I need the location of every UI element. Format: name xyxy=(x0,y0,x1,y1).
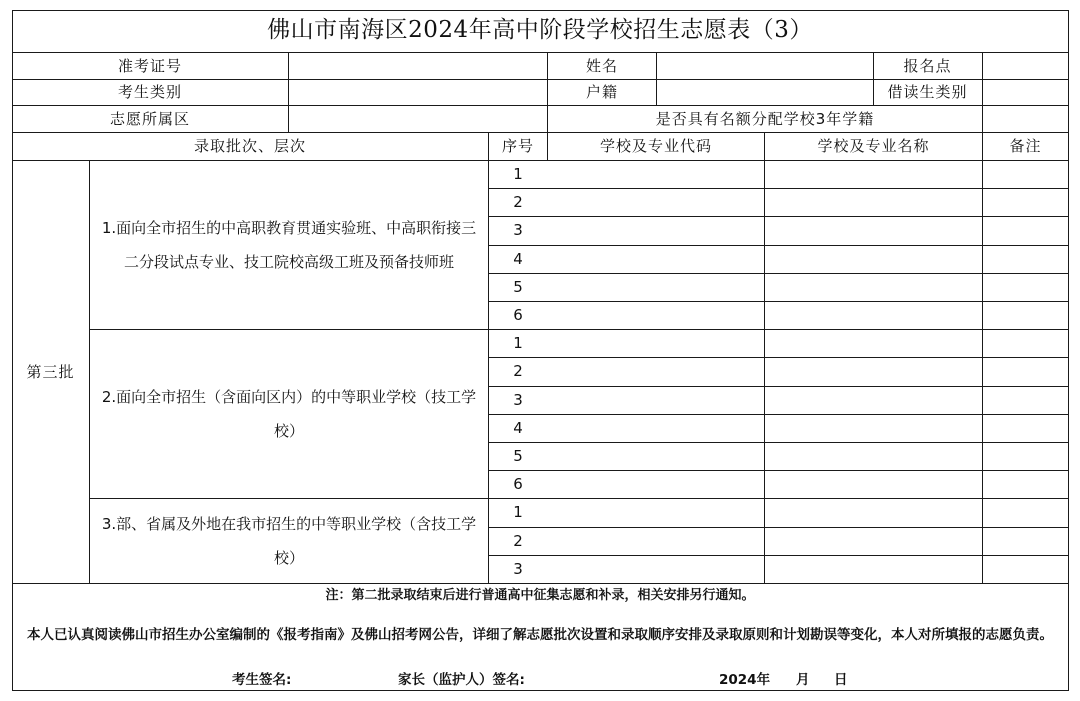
code-input[interactable] xyxy=(548,414,764,442)
name-input[interactable] xyxy=(765,414,982,442)
name-input[interactable] xyxy=(765,498,982,526)
name-input[interactable] xyxy=(765,329,982,357)
seq-number: 6 xyxy=(513,475,523,494)
remark-input[interactable] xyxy=(983,442,1068,470)
category-2-text: 2.面向全市招生（含面向区内）的中等职业学校（技工学校） xyxy=(101,388,477,440)
grid-line xyxy=(12,10,1069,11)
reg-point-field[interactable] xyxy=(983,52,1068,79)
footer-note: 注：第二批录取结束后进行普通高中征集志愿和补录，相关安排另行通知。 xyxy=(325,587,755,603)
grid-line xyxy=(764,132,765,583)
seq-number: 3 xyxy=(513,559,523,578)
header-batch-level: 录取批次、层次 xyxy=(193,137,306,155)
remark-input[interactable] xyxy=(983,555,1068,583)
code-input[interactable] xyxy=(548,160,764,188)
grid-line xyxy=(873,52,874,105)
header-seq: 序号 xyxy=(501,137,534,155)
remark-input[interactable] xyxy=(983,386,1068,414)
name-field[interactable] xyxy=(657,52,873,79)
code-input[interactable] xyxy=(548,555,764,583)
seq-number: 1 xyxy=(513,165,523,184)
grid-line xyxy=(12,160,1068,161)
quota-field[interactable] xyxy=(983,105,1068,132)
name-label: 姓名 xyxy=(585,56,618,75)
code-input[interactable] xyxy=(548,273,764,301)
exam-id-label: 准考证号 xyxy=(117,56,182,75)
remark-input[interactable] xyxy=(983,245,1068,273)
candidate-type-label: 考生类别 xyxy=(117,83,182,101)
remark-input[interactable] xyxy=(983,329,1068,357)
name-input[interactable] xyxy=(765,555,982,583)
grid-line xyxy=(12,690,1069,691)
household-label: 户籍 xyxy=(585,83,618,101)
remark-input[interactable] xyxy=(983,188,1068,216)
seq-number: 2 xyxy=(513,362,523,381)
seq-number: 2 xyxy=(513,193,523,212)
seq-number: 1 xyxy=(513,503,523,522)
code-input[interactable] xyxy=(548,442,764,470)
seq-number: 4 xyxy=(513,249,523,268)
remark-input[interactable] xyxy=(983,160,1068,188)
seq-number: 5 xyxy=(513,447,523,466)
borrow-type-label: 借读生类别 xyxy=(887,83,968,101)
name-input[interactable] xyxy=(765,442,982,470)
grid-line xyxy=(982,52,983,583)
name-input[interactable] xyxy=(765,357,982,385)
grid-line xyxy=(12,583,1068,584)
seq-number: 3 xyxy=(513,221,523,240)
borrow-type-field[interactable] xyxy=(983,79,1068,105)
name-input[interactable] xyxy=(765,470,982,498)
code-input[interactable] xyxy=(548,216,764,244)
student-signature-label: 考生签名: xyxy=(232,672,292,688)
grid-line xyxy=(12,79,1068,80)
category-1-text: 1.面向全市招生的中高职教育贯通实验班、中高职衔接三二分段试点专业、技工院校高级工班及预备技师班 xyxy=(101,218,477,271)
form-title: 佛山市南海区2024年高中阶段学校招生志愿表（3） xyxy=(267,17,813,44)
remark-input[interactable] xyxy=(983,301,1068,329)
code-input[interactable] xyxy=(548,498,764,526)
grid-line xyxy=(288,52,289,132)
remark-input[interactable] xyxy=(983,216,1068,244)
seq-number: 5 xyxy=(513,277,523,296)
grid-line xyxy=(12,10,13,690)
remark-input[interactable] xyxy=(983,273,1068,301)
header-name: 学校及专业名称 xyxy=(817,137,930,155)
remark-input[interactable] xyxy=(983,470,1068,498)
parent-signature-label: 家长（监护人）签名: xyxy=(398,672,525,688)
name-input[interactable] xyxy=(765,216,982,244)
name-input[interactable] xyxy=(765,245,982,273)
grid-line xyxy=(656,52,657,105)
header-remark: 备注 xyxy=(1009,137,1042,155)
household-field[interactable] xyxy=(657,79,873,105)
grid-line xyxy=(89,160,90,583)
grid-line xyxy=(1068,10,1069,690)
name-input[interactable] xyxy=(765,527,982,555)
code-input[interactable] xyxy=(548,329,764,357)
remark-input[interactable] xyxy=(983,357,1068,385)
grid-line xyxy=(488,132,489,583)
reg-point-label: 报名点 xyxy=(903,56,952,75)
sign-day: 日 xyxy=(834,672,848,688)
grid-line xyxy=(12,132,1068,133)
grid-line xyxy=(90,329,1068,330)
code-input[interactable] xyxy=(548,470,764,498)
batch-label: 第三批 xyxy=(26,362,75,381)
exam-id-field[interactable] xyxy=(289,52,547,79)
seq-number: 4 xyxy=(513,418,523,437)
sign-month: 月 xyxy=(796,672,810,688)
code-input[interactable] xyxy=(548,188,764,216)
code-input[interactable] xyxy=(548,386,764,414)
grid-line xyxy=(12,105,1068,106)
grid-line xyxy=(90,498,1068,499)
seq-number: 1 xyxy=(513,334,523,353)
candidate-type-field[interactable] xyxy=(289,79,547,105)
code-input[interactable] xyxy=(548,527,764,555)
sign-year: 2024年 xyxy=(719,672,771,688)
district-field[interactable] xyxy=(289,105,547,132)
name-input[interactable] xyxy=(765,386,982,414)
quota-question-label: 是否具有名额分配学校3年学籍 xyxy=(655,109,875,128)
seq-number: 6 xyxy=(513,306,523,325)
header-code: 学校及专业代码 xyxy=(599,137,712,155)
category-3-text: 3.部、省属及外地在我市招生的中等职业学校（含技工学校） xyxy=(101,515,477,567)
grid-line xyxy=(547,52,548,160)
code-input[interactable] xyxy=(548,357,764,385)
seq-number: 2 xyxy=(513,531,523,550)
footer-statement: 本人已认真阅读佛山市招生办公室编制的《报考指南》及佛山招考网公告，详细了解志愿批次设置和录取顺序安排及录取原则和计划勘误等变化，本人对所填报的志愿负责。 xyxy=(27,627,1053,643)
name-input[interactable] xyxy=(765,273,982,301)
name-input[interactable] xyxy=(765,188,982,216)
code-input[interactable] xyxy=(548,245,764,273)
name-input[interactable] xyxy=(765,301,982,329)
name-input[interactable] xyxy=(765,160,982,188)
code-input[interactable] xyxy=(548,301,764,329)
remark-input[interactable] xyxy=(983,498,1068,526)
remark-input[interactable] xyxy=(983,527,1068,555)
grid-line xyxy=(12,52,1068,53)
remark-input[interactable] xyxy=(983,414,1068,442)
district-label: 志愿所属区 xyxy=(109,109,190,128)
seq-number: 3 xyxy=(513,390,523,409)
